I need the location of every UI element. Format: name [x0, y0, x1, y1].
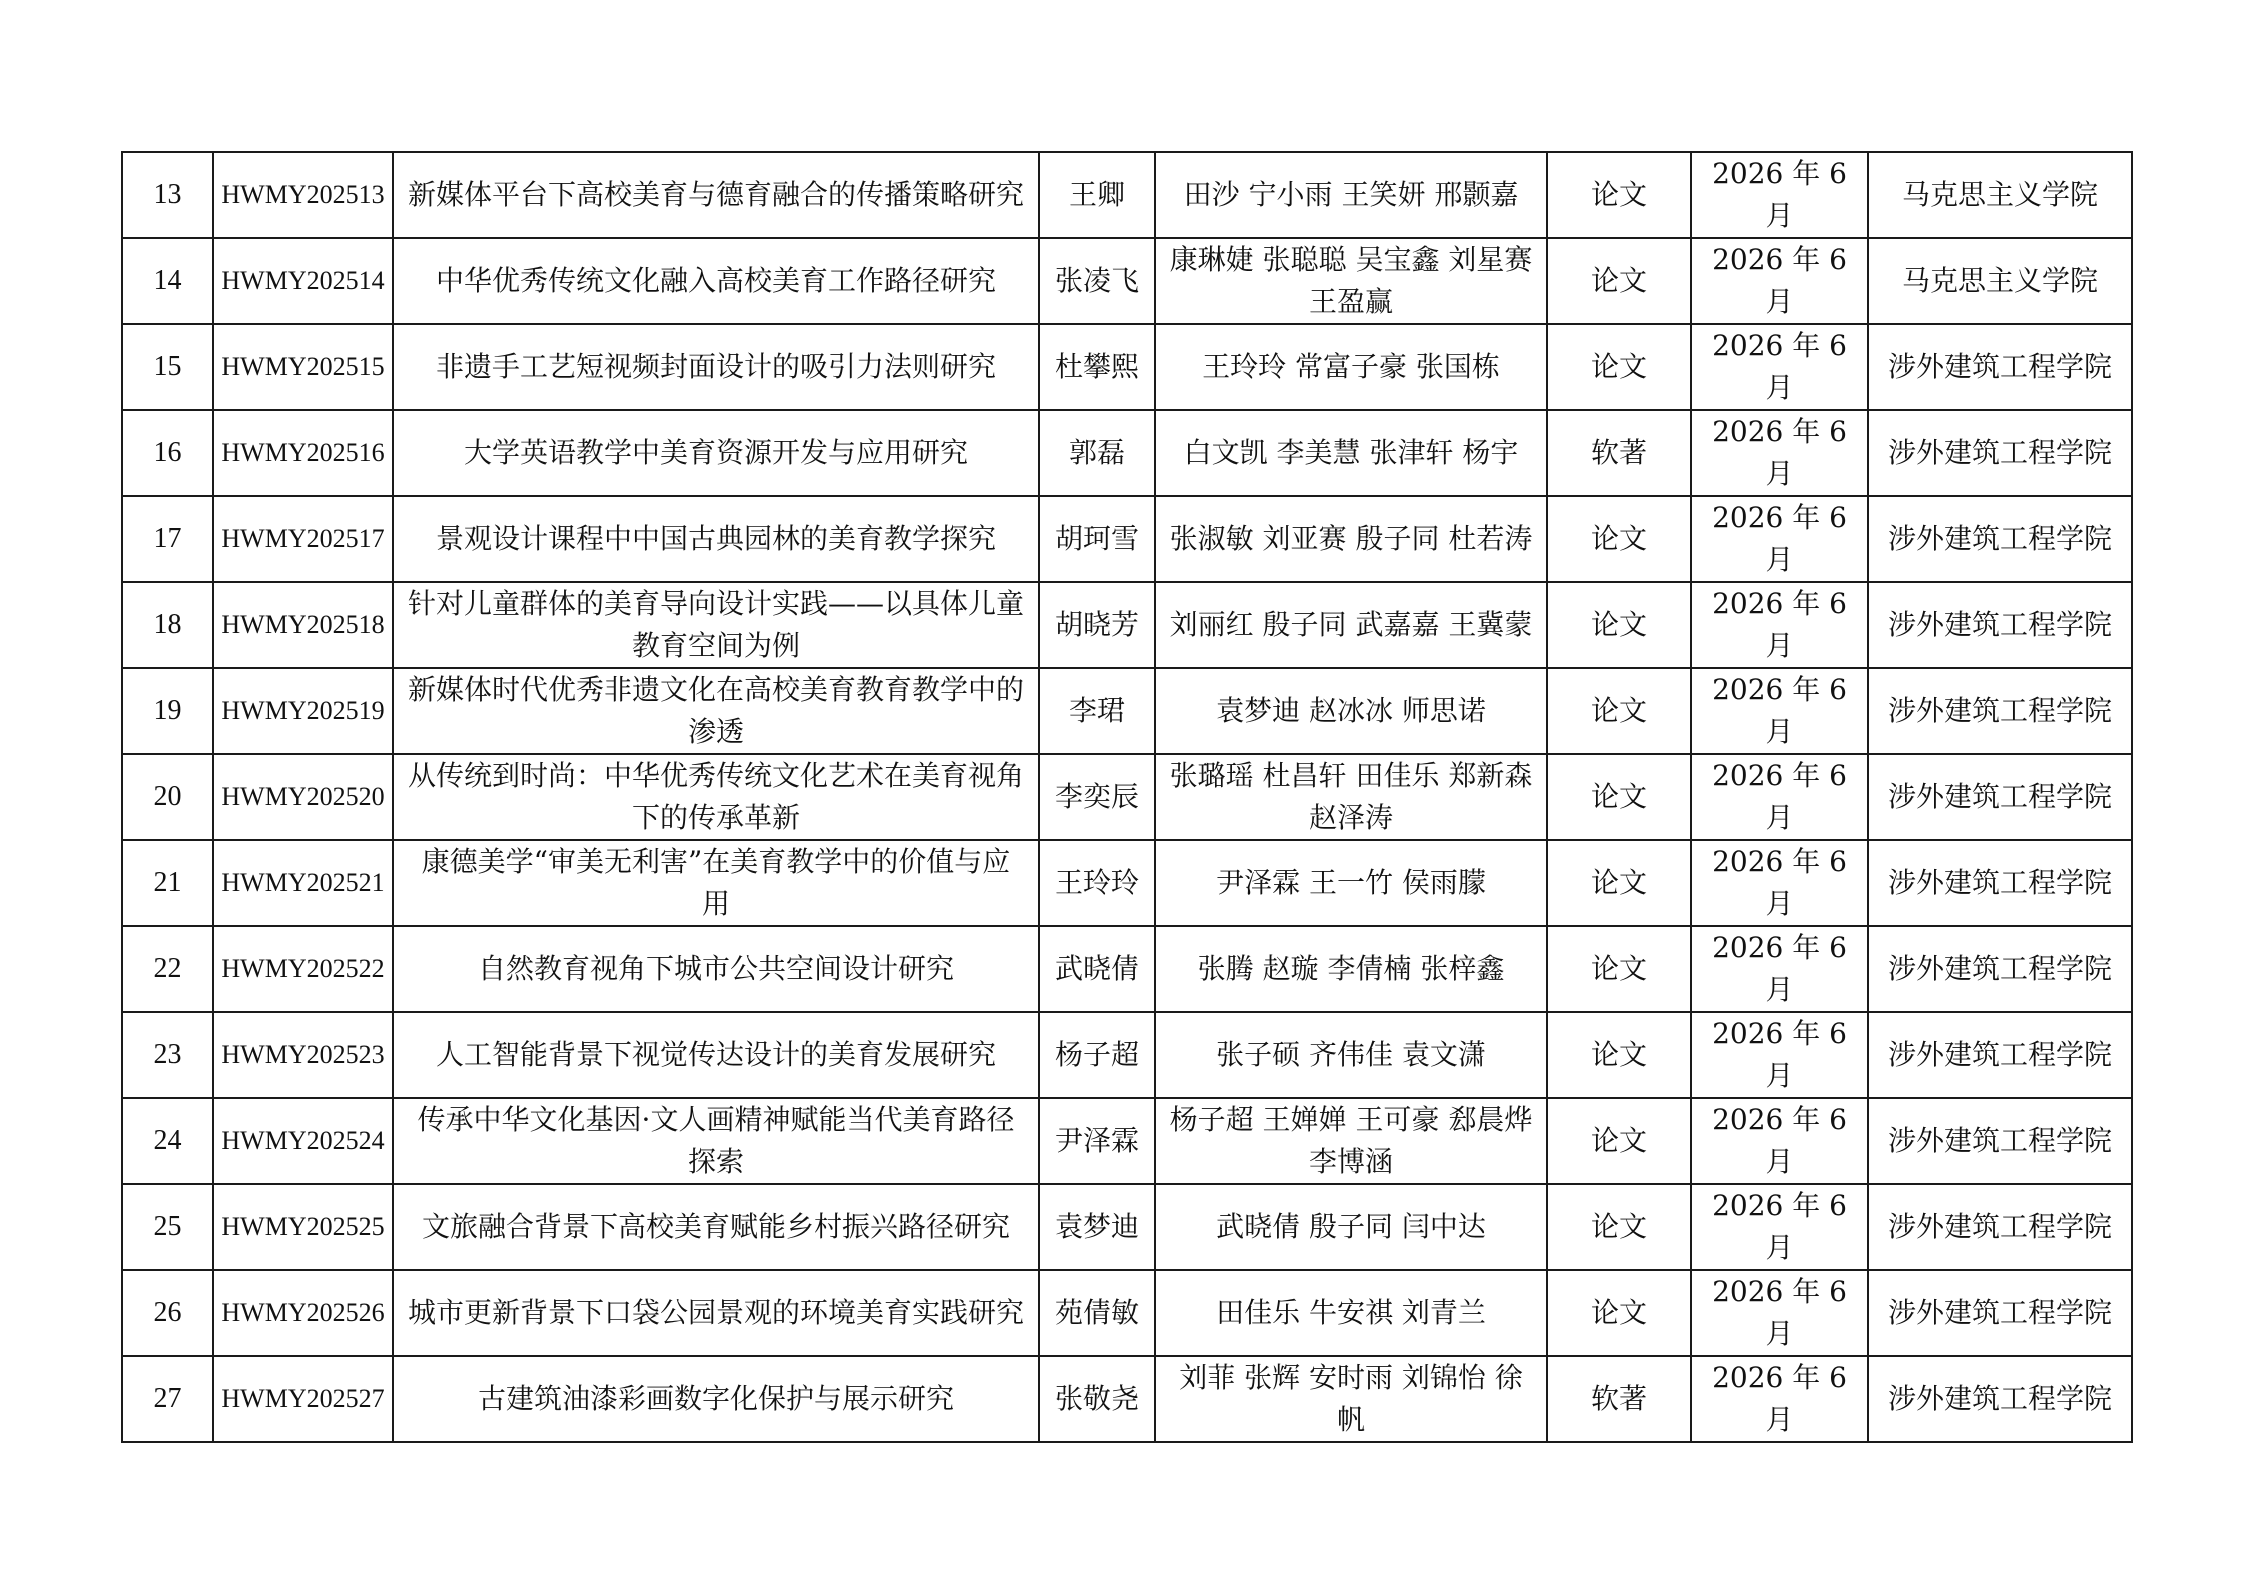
- output-type-cell: 论文: [1547, 1098, 1691, 1184]
- project-leader-cell: 张凌飞: [1039, 238, 1155, 324]
- completion-date-cell: 2026 年 6 月: [1691, 496, 1868, 582]
- table-row: [122, 1012, 2132, 1098]
- team-members-cell: 康琳婕 张聪聪 吴宝鑫 刘星赛 王盈赢: [1155, 238, 1547, 324]
- team-members-cell: 武晓倩 殷子同 闫中达: [1155, 1184, 1547, 1270]
- project-id-cell: HWMY202513: [213, 152, 393, 238]
- team-members-cell: 张璐瑶 杜昌轩 田佳乐 郑新森 赵泽涛: [1155, 754, 1547, 840]
- project-title-cell: 人工智能背景下视觉传达设计的美育发展研究: [393, 1012, 1039, 1098]
- department-cell: 涉外建筑工程学院: [1868, 1098, 2132, 1184]
- team-members-cell: 田佳乐 牛安祺 刘青兰: [1155, 1270, 1547, 1356]
- department-cell: 马克思主义学院: [1868, 238, 2132, 324]
- output-type-cell: 论文: [1547, 238, 1691, 324]
- row-number-cell: 27: [122, 1356, 213, 1442]
- department-cell: 涉外建筑工程学院: [1868, 582, 2132, 668]
- row-number-cell: 26: [122, 1270, 213, 1356]
- completion-date-cell: 2026 年 6 月: [1691, 668, 1868, 754]
- output-type-cell: 论文: [1547, 1270, 1691, 1356]
- project-title-cell: 康德美学“审美无利害”在美育教学中的价值与应用: [393, 840, 1039, 926]
- output-type-cell: 论文: [1547, 754, 1691, 840]
- table-row: [122, 238, 2132, 324]
- table-row: [122, 1184, 2132, 1270]
- table-body: [122, 152, 2132, 1442]
- project-list-table: [121, 151, 2133, 1443]
- completion-date-cell: 2026 年 6 月: [1691, 1356, 1868, 1442]
- team-members-cell: 白文凯 李美慧 张津轩 杨宇: [1155, 410, 1547, 496]
- table-row: [122, 1356, 2132, 1442]
- row-number-cell: 16: [122, 410, 213, 496]
- project-leader-cell: 胡晓芳: [1039, 582, 1155, 668]
- project-id-cell: HWMY202526: [213, 1270, 393, 1356]
- table-row: [122, 926, 2132, 1012]
- project-id-cell: HWMY202518: [213, 582, 393, 668]
- row-number-cell: 15: [122, 324, 213, 410]
- completion-date-cell: 2026 年 6 月: [1691, 238, 1868, 324]
- completion-date-cell: 2026 年 6 月: [1691, 1270, 1868, 1356]
- team-members-cell: 杨子超 王婵婵 王可豪 郄晨烨 李博涵: [1155, 1098, 1547, 1184]
- project-title-cell: 针对儿童群体的美育导向设计实践——以具体儿童教育空间为例: [393, 582, 1039, 668]
- completion-date-cell: 2026 年 6 月: [1691, 926, 1868, 1012]
- project-title-cell: 自然教育视角下城市公共空间设计研究: [393, 926, 1039, 1012]
- project-id-cell: HWMY202519: [213, 668, 393, 754]
- project-leader-cell: 武晓倩: [1039, 926, 1155, 1012]
- project-title-cell: 传承中华文化基因·文人画精神赋能当代美育路径探索: [393, 1098, 1039, 1184]
- project-leader-cell: 杨子超: [1039, 1012, 1155, 1098]
- department-cell: 涉外建筑工程学院: [1868, 324, 2132, 410]
- table-row: [122, 754, 2132, 840]
- team-members-cell: 刘丽红 殷子同 武嘉嘉 王冀蒙: [1155, 582, 1547, 668]
- team-members-cell: 袁梦迪 赵冰冰 师思诺: [1155, 668, 1547, 754]
- table-row: [122, 1098, 2132, 1184]
- row-number-cell: 23: [122, 1012, 213, 1098]
- team-members-cell: 张腾 赵璇 李倩楠 张梓鑫: [1155, 926, 1547, 1012]
- project-title-cell: 从传统到时尚：中华优秀传统文化艺术在美育视角下的传承革新: [393, 754, 1039, 840]
- completion-date-cell: 2026 年 6 月: [1691, 1012, 1868, 1098]
- project-id-cell: HWMY202517: [213, 496, 393, 582]
- row-number-cell: 19: [122, 668, 213, 754]
- department-cell: 涉外建筑工程学院: [1868, 840, 2132, 926]
- table-row: [122, 152, 2132, 238]
- output-type-cell: 软著: [1547, 1356, 1691, 1442]
- project-title-cell: 新媒体平台下高校美育与德育融合的传播策略研究: [393, 152, 1039, 238]
- project-title-cell: 中华优秀传统文化融入高校美育工作路径研究: [393, 238, 1039, 324]
- team-members-cell: 张淑敏 刘亚赛 殷子同 杜若涛: [1155, 496, 1547, 582]
- project-leader-cell: 李奕辰: [1039, 754, 1155, 840]
- project-id-cell: HWMY202521: [213, 840, 393, 926]
- department-cell: 涉外建筑工程学院: [1868, 496, 2132, 582]
- row-number-cell: 18: [122, 582, 213, 668]
- project-id-cell: HWMY202516: [213, 410, 393, 496]
- project-title-cell: 新媒体时代优秀非遗文化在高校美育教育教学中的渗透: [393, 668, 1039, 754]
- row-number-cell: 22: [122, 926, 213, 1012]
- project-id-cell: HWMY202525: [213, 1184, 393, 1270]
- project-leader-cell: 李珺: [1039, 668, 1155, 754]
- output-type-cell: 软著: [1547, 410, 1691, 496]
- completion-date-cell: 2026 年 6 月: [1691, 582, 1868, 668]
- output-type-cell: 论文: [1547, 1184, 1691, 1270]
- project-id-cell: HWMY202524: [213, 1098, 393, 1184]
- project-id-cell: HWMY202520: [213, 754, 393, 840]
- project-id-cell: HWMY202522: [213, 926, 393, 1012]
- project-leader-cell: 尹泽霖: [1039, 1098, 1155, 1184]
- project-title-cell: 景观设计课程中中国古典园林的美育教学探究: [393, 496, 1039, 582]
- project-leader-cell: 杜攀熙: [1039, 324, 1155, 410]
- project-title-cell: 古建筑油漆彩画数字化保护与展示研究: [393, 1356, 1039, 1442]
- project-title-cell: 非遗手工艺短视频封面设计的吸引力法则研究: [393, 324, 1039, 410]
- department-cell: 涉外建筑工程学院: [1868, 754, 2132, 840]
- output-type-cell: 论文: [1547, 840, 1691, 926]
- department-cell: 涉外建筑工程学院: [1868, 1184, 2132, 1270]
- row-number-cell: 20: [122, 754, 213, 840]
- output-type-cell: 论文: [1547, 1012, 1691, 1098]
- department-cell: 涉外建筑工程学院: [1868, 1356, 2132, 1442]
- department-cell: 涉外建筑工程学院: [1868, 1012, 2132, 1098]
- department-cell: 马克思主义学院: [1868, 152, 2132, 238]
- project-leader-cell: 王卿: [1039, 152, 1155, 238]
- project-leader-cell: 苑倩敏: [1039, 1270, 1155, 1356]
- completion-date-cell: 2026 年 6 月: [1691, 152, 1868, 238]
- table-row: [122, 410, 2132, 496]
- table-row: [122, 324, 2132, 410]
- project-title-cell: 城市更新背景下口袋公园景观的环境美育实践研究: [393, 1270, 1039, 1356]
- project-id-cell: HWMY202523: [213, 1012, 393, 1098]
- project-title-cell: 大学英语教学中美育资源开发与应用研究: [393, 410, 1039, 496]
- project-leader-cell: 张敬尧: [1039, 1356, 1155, 1442]
- project-leader-cell: 郭磊: [1039, 410, 1155, 496]
- row-number-cell: 25: [122, 1184, 213, 1270]
- team-members-cell: 张子硕 齐伟佳 袁文潇: [1155, 1012, 1547, 1098]
- completion-date-cell: 2026 年 6 月: [1691, 840, 1868, 926]
- department-cell: 涉外建筑工程学院: [1868, 668, 2132, 754]
- department-cell: 涉外建筑工程学院: [1868, 926, 2132, 1012]
- team-members-cell: 尹泽霖 王一竹 侯雨朦: [1155, 840, 1547, 926]
- table-row: [122, 582, 2132, 668]
- team-members-cell: 田沙 宁小雨 王笑妍 邢颢嘉: [1155, 152, 1547, 238]
- completion-date-cell: 2026 年 6 月: [1691, 324, 1868, 410]
- row-number-cell: 17: [122, 496, 213, 582]
- project-id-cell: HWMY202527: [213, 1356, 393, 1442]
- row-number-cell: 21: [122, 840, 213, 926]
- project-id-cell: HWMY202514: [213, 238, 393, 324]
- project-title-cell: 文旅融合背景下高校美育赋能乡村振兴路径研究: [393, 1184, 1039, 1270]
- completion-date-cell: 2026 年 6 月: [1691, 410, 1868, 496]
- output-type-cell: 论文: [1547, 324, 1691, 410]
- team-members-cell: 刘菲 张辉 安时雨 刘锦怡 徐帆: [1155, 1356, 1547, 1442]
- team-members-cell: 王玲玲 常富子豪 张国栋: [1155, 324, 1547, 410]
- row-number-cell: 24: [122, 1098, 213, 1184]
- project-leader-cell: 王玲玲: [1039, 840, 1155, 926]
- output-type-cell: 论文: [1547, 152, 1691, 238]
- department-cell: 涉外建筑工程学院: [1868, 1270, 2132, 1356]
- completion-date-cell: 2026 年 6 月: [1691, 1184, 1868, 1270]
- department-cell: 涉外建筑工程学院: [1868, 410, 2132, 496]
- table-row: [122, 496, 2132, 582]
- output-type-cell: 论文: [1547, 926, 1691, 1012]
- output-type-cell: 论文: [1547, 668, 1691, 754]
- completion-date-cell: 2026 年 6 月: [1691, 1098, 1868, 1184]
- table-row: [122, 1270, 2132, 1356]
- row-number-cell: 14: [122, 238, 213, 324]
- output-type-cell: 论文: [1547, 582, 1691, 668]
- project-leader-cell: 胡珂雪: [1039, 496, 1155, 582]
- project-leader-cell: 袁梦迪: [1039, 1184, 1155, 1270]
- table-row: [122, 840, 2132, 926]
- table-row: [122, 668, 2132, 754]
- project-id-cell: HWMY202515: [213, 324, 393, 410]
- output-type-cell: 论文: [1547, 496, 1691, 582]
- row-number-cell: 13: [122, 152, 213, 238]
- completion-date-cell: 2026 年 6 月: [1691, 754, 1868, 840]
